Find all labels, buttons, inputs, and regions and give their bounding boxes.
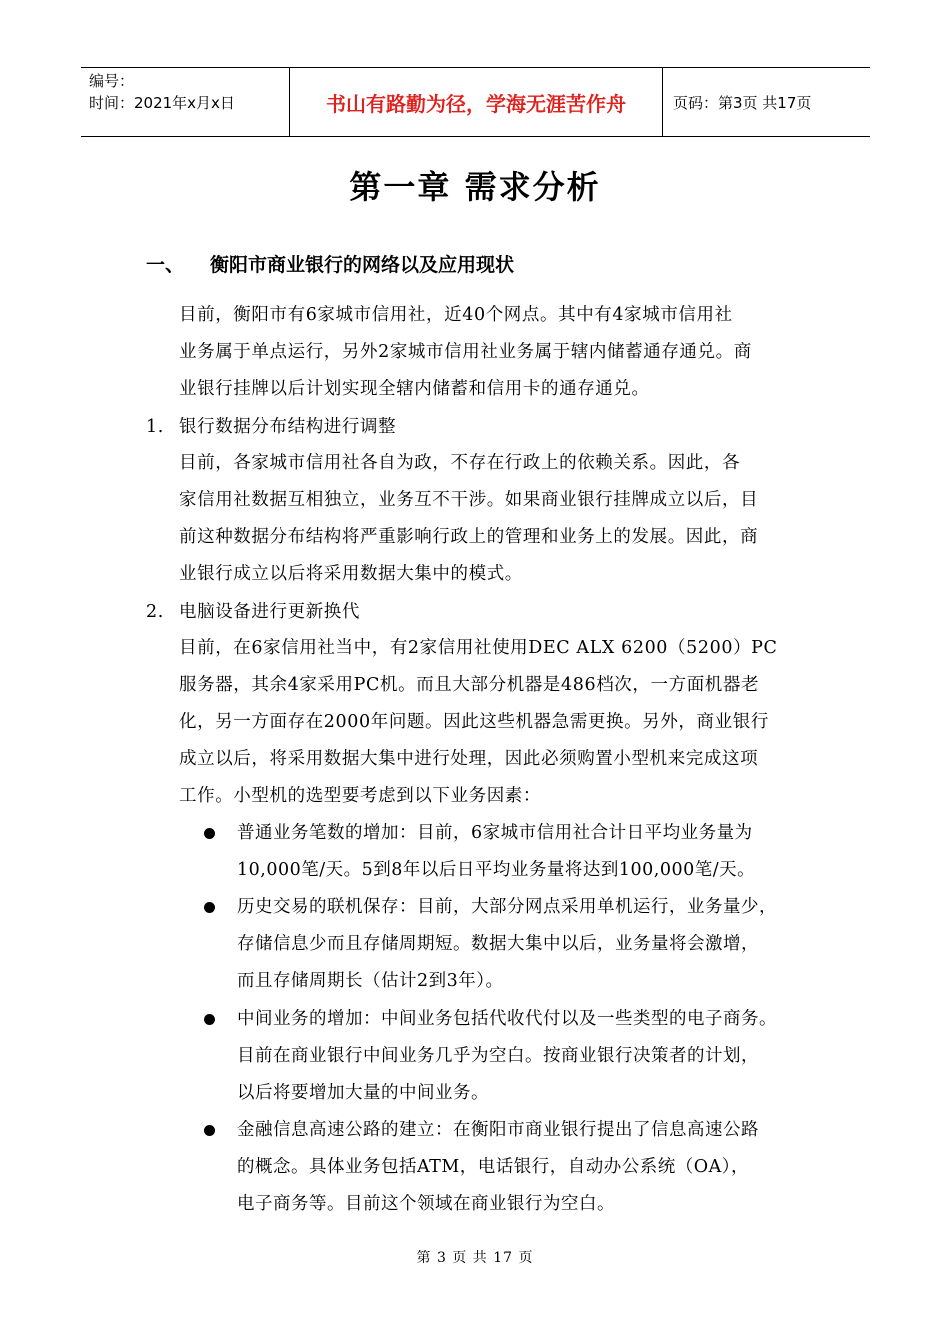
bullet-line: 10,000笔/天。5到8年以后日平均业务量将达到100,000笔/天。: [237, 860, 756, 880]
paragraph-line: 业银行成立以后将采用数据大集中的模式。: [179, 564, 523, 584]
bullet-line: 电子商务等。目前这个领域在商业银行为空白。: [237, 1194, 615, 1214]
paragraph-3: [179, 630, 778, 815]
list-item-2: [146, 594, 360, 631]
header-page-label: 页码：第3页 共17页: [673, 93, 812, 112]
bullet-line: 目前在商业银行中间业务几乎为空白。按商业银行决策者的计划，: [237, 1046, 759, 1066]
header-motto: 书山有路勤为径，学海无涯苦作舟: [289, 68, 663, 136]
bullet-line: 中间业务的增加：中间业务包括代收代付以及一些类型的电子商务。: [237, 1009, 777, 1029]
chapter-title: 第一章 需求分析: [349, 168, 601, 206]
paragraph-line: 目前，在6家信用社当中，有2家信用社使用DEC ALX 6200（5200）PC: [179, 638, 778, 658]
paragraph-line: 服务器，其余4家采用PC机。而且大部分机器是486档次，一方面机器老: [179, 675, 760, 695]
paragraph-line: 工作。小型机的选型要考虑到以下业务因素：: [179, 786, 541, 806]
bullet-line: 历史交易的联机保存：目前，大部分网点采用单机运行，业务量少，: [237, 897, 777, 917]
paragraph-1: [179, 297, 752, 408]
bullet-line: 的概念。具体业务包括ATM，电话银行，自动办公系统（OA），: [237, 1157, 750, 1177]
section-number: 一、: [146, 254, 185, 276]
page-footer: 第 3 页 共 17 页: [416, 1250, 534, 1266]
header-meta: [81, 68, 289, 136]
paragraph-line: 成立以后，将采用数据大集中进行处理，因此必须购置小型机来完成这项: [179, 749, 759, 769]
bullet-line: 金融信息高速公路的建立：在衡阳市商业银行提出了信息高速公路: [237, 1120, 759, 1140]
bullet-dot-icon: [204, 828, 215, 839]
list-item-1: [146, 409, 396, 446]
section-heading: [146, 250, 514, 277]
paragraph-line: 前这种数据分布结构将严重影响行政上的管理和业务上的发展。因此，商: [179, 527, 759, 547]
paragraph-line: 化，另一方面存在2000年问题。因此这些机器急需更换。另外，商业银行: [179, 712, 769, 732]
bullet-line: 而且存储周期长（估计2到3年）。: [237, 971, 504, 991]
list-item-number: 1.: [146, 417, 164, 437]
bullet-line: 存储信息少而且存储周期短。数据大集中以后，业务量将会激增，: [237, 934, 759, 954]
header-code-label: 编号：: [89, 72, 135, 90]
list-item-title: 银行数据分布结构进行调整: [179, 417, 397, 437]
paragraph-line: 业务属于单点运行，另外2家城市信用社业务属于辖内储蓄通存通兑。商: [179, 342, 752, 362]
bullet-dot-icon: [204, 902, 215, 913]
bullet-line: 普通业务笔数的增加：目前，6家城市信用社合计日平均业务量为: [237, 823, 753, 843]
bullet-line: 以后将要增加大量的中间业务。: [237, 1083, 489, 1103]
paragraph-line: 业银行挂牌以后计划实现全辖内储蓄和信用卡的通存通兑。: [179, 379, 650, 399]
paragraph-2: [179, 445, 758, 593]
page-header: [81, 67, 870, 137]
bullet-dot-icon: [204, 1125, 215, 1136]
list-item-title: 电脑设备进行更新换代: [179, 602, 360, 622]
bullet-dot-icon: [204, 1014, 215, 1025]
header-date-label: 时间：2021年x月x日: [89, 94, 235, 112]
paragraph-line: 家信用社数据互相独立，业务互不干涉。如果商业银行挂牌成立以后，目: [179, 490, 759, 510]
section-title: 衡阳市商业银行的网络以及应用现状: [210, 254, 515, 276]
list-item-number: 2.: [146, 602, 164, 622]
paragraph-line: 目前，衡阳市有6家城市信用社，近40个网点。其中有4家城市信用社: [179, 305, 733, 325]
paragraph-line: 目前，各家城市信用社各自为政，不存在行政上的依赖关系。因此，各: [179, 453, 741, 473]
